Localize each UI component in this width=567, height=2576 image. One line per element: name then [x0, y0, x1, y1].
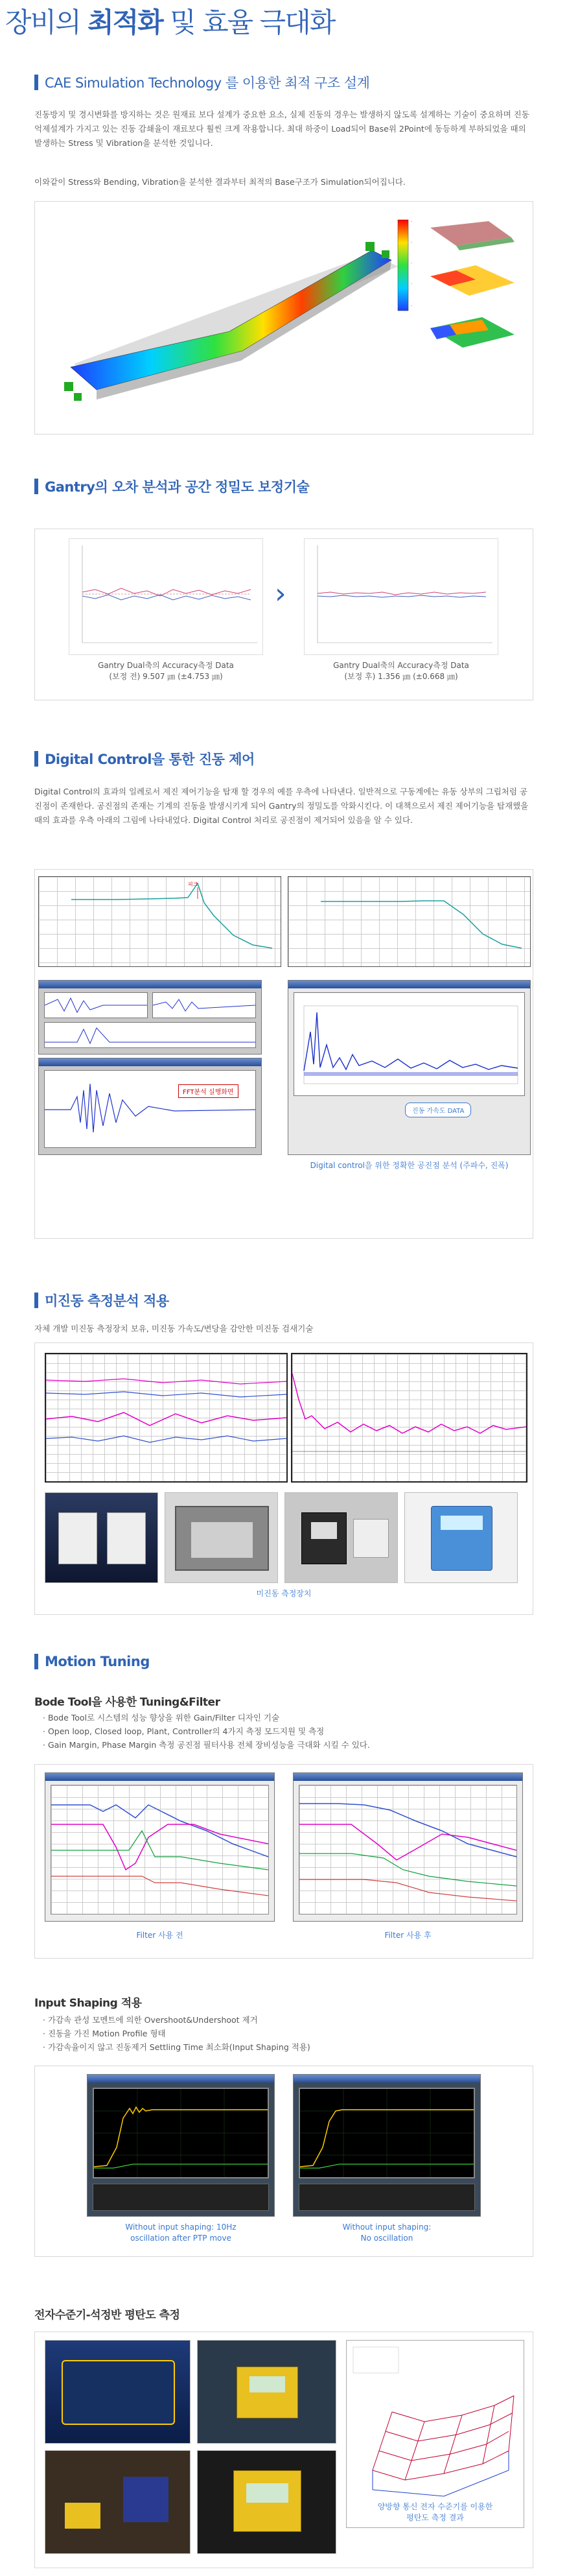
fft-window-2 — [38, 1058, 262, 1155]
accuracy-plot-before — [69, 538, 263, 655]
fea-beam-image — [35, 202, 533, 434]
flatness-result-plot — [346, 2340, 524, 2528]
device-photo-case — [165, 1492, 278, 1583]
device-photo-level-case — [45, 2340, 191, 2444]
heading-bar — [34, 1293, 38, 1308]
fft-label: FFT분석 실행화면 — [178, 1084, 238, 1098]
accuracy-plot-after — [304, 538, 498, 655]
oscillation-trace-before — [94, 2089, 268, 2177]
scope-after — [299, 2088, 475, 2178]
cae-paragraph-2: 이와같이 Stress와 Bending, Vibration을 분석한 결과부터 최적의 Base구조가 Simulation되어집니다. — [34, 177, 406, 187]
list-item: · Gain Margin, Phase Margin 측정 공진점 필터사용 전체 장비성능을 극대화 시킬 수 있다. — [43, 1738, 370, 1752]
bode-curves-after — [299, 1785, 516, 1914]
cae-paragraph-1: 진동방지 및 경시변화를 방지하는 것은 원재료 보다 설계가 중요한 요소, 실제 진동의 경우는 발생하지 않도록 설계하는 기술이 중요하며 진동억제설계가 가지고 있는 진동 감쇄율이 재료보다 훨씬 크게 작용합니다. 최대 하중이 Load되어 Base위 2Point에 동등하게 부하되었을 때의 발생하는 Stress 및 Vibration을 분석한 것입니다. — [34, 110, 529, 148]
resonance-curve-before — [39, 877, 281, 966]
micro-vibration-curves-2 — [292, 1354, 526, 1481]
section-heading-digital-control: Digital Control을 통한 진동 제어 — [34, 749, 255, 769]
resonance-curve-after — [288, 877, 530, 966]
scope-before — [93, 2088, 269, 2178]
bode-window-before — [45, 1772, 275, 1922]
acceleration-spectrum — [294, 993, 524, 1095]
bode-tool-list — [43, 1711, 370, 1752]
micro-vibration-figure — [34, 1342, 533, 1615]
scope-window-after — [293, 2074, 481, 2217]
peak-label: 피크 — [188, 881, 198, 887]
arrow-icon: › — [275, 577, 286, 610]
heading-bar — [34, 479, 38, 494]
fft-window-1 — [38, 980, 262, 1055]
heading-bar — [34, 1654, 38, 1669]
input-shaping-figure — [34, 2066, 533, 2257]
flatness-figure — [34, 2332, 533, 2568]
svg-text:-: - — [411, 304, 412, 308]
svg-text:-: - — [411, 282, 412, 286]
frequency-response-before — [38, 876, 281, 967]
oscillation-trace-after — [300, 2089, 474, 2177]
digital-control-figure — [34, 869, 533, 1239]
bode-window-after — [293, 1772, 523, 1922]
input-shaping-list — [43, 2013, 310, 2054]
svg-text:-: - — [411, 241, 412, 244]
section-heading-cae: CAE Simulation Technology 를 이용한 최적 구조 설계 — [34, 73, 369, 92]
micro-vibration-chart-1 — [45, 1353, 288, 1483]
flatness-surface-map — [347, 2341, 524, 2527]
svg-text:-: - — [411, 261, 412, 265]
page-title: 장비의 최적화 및 효율 극대화 — [5, 6, 335, 38]
heading-bar — [34, 75, 38, 90]
svg-text:-: - — [411, 220, 412, 224]
frequency-response-after — [288, 876, 531, 967]
bode-figure — [34, 1764, 533, 1959]
shaping-caption-before: Without input shaping: 10Hz oscillation after PTP move — [125, 2223, 237, 2243]
caption-after: Gantry Dual축의 Accuracy측정 Data (보정 후) 1.356 ㎛ (±0.668 ㎛) — [333, 661, 469, 681]
micro-vibration-curves-1 — [46, 1354, 286, 1481]
input-shaping-title: Input Shaping 적용 — [34, 1997, 142, 2010]
device-photo-level-device — [197, 2340, 336, 2444]
list-item: · 가감속 관성 모멘트에 의한 Overshoot&Undershoot 제거 — [43, 2013, 310, 2027]
accuracy-chart-before — [69, 539, 262, 654]
micro-vibration-caption: 미진동 측정장치 — [256, 1589, 312, 1598]
heading-bar — [34, 751, 38, 767]
flatness-title: 전자수준기-석정반 평탄도 측정 — [34, 2309, 180, 2322]
fft-waveform — [45, 1071, 255, 1147]
acceleration-data-window — [288, 980, 531, 1155]
micro-vibration-paragraph: 자체 개발 미진동 측정장치 보유, 미진동 가속도/변당을 감안한 미진동 검새기술 — [34, 1324, 314, 1333]
section-heading-micro-vibration: 미진동 측정분석 적용 — [34, 1291, 169, 1310]
gantry-accuracy-figure — [34, 529, 533, 700]
digital-control-paragraph: Digital Control의 효과의 일례로서 제진 제어기능을 탑재 할 경우의 예를 우측에 나타낸다. 일반적으로 구동계에는 유동 상부의 그립처럼 공진점이 존재한다. 공진점의 존재는 기계의 진동을 발생시키게 되어 Gantry의 정밀도를 악화시킨다. 이 대책으로서 제진 제어기능을 탑재했을 때의 효과를 우측 아래의 그림에 나타내었다. Digital Control 처리로 공진점이 제거되어 있음을 알 수 있다. — [34, 787, 529, 825]
section-heading-gantry: Gantry의 오차 분석과 공간 정밀도 보정기술 — [34, 477, 309, 496]
shaping-caption-after: Without input shaping: No oscillation — [342, 2223, 432, 2243]
device-photo-meter — [284, 1492, 398, 1583]
micro-vibration-chart-2 — [291, 1353, 527, 1483]
device-photo-sensors — [45, 1492, 158, 1583]
bode-curves-before — [51, 1785, 268, 1914]
device-photo-measurement-2 — [197, 2450, 336, 2554]
section-heading-motion-tuning: Motion Tuning — [34, 1654, 150, 1669]
device-photo-measurement-1 — [45, 2450, 191, 2554]
digital-control-caption: Digital control을 위한 정확한 공진점 분석 (주파수, 진폭) — [310, 1161, 509, 1170]
acceleration-label: 진동 가속도 DATA — [405, 1103, 471, 1117]
list-item: · Bode Tool로 시스템의 성능 향상을 위한 Gain/Filter 디자인 기술 — [43, 1711, 370, 1724]
device-photo-analyzer — [404, 1492, 518, 1583]
scope-window-before — [87, 2074, 275, 2217]
list-item: · 가감속율이지 않고 진동제거 Settling Time 최소화(Input Shaping 적용) — [43, 2040, 310, 2054]
list-item: · Open loop, Closed loop, Plant, Controller의 4가지 측정 모드지원 및 측정 — [43, 1724, 370, 1738]
flatness-caption: 양방향 통신 전자 수준기를 이용한 평탄도 측정 결과 — [377, 2502, 493, 2522]
bode-caption-before: Filter 사용 전 — [136, 1931, 183, 1940]
caption-before: Gantry Dual축의 Accuracy측정 Data (보정 전) 9.507 ㎛ (±4.753 ㎛) — [98, 661, 234, 681]
accuracy-chart-after — [305, 539, 498, 654]
bode-caption-after: Filter 사용 후 — [384, 1931, 432, 1940]
bode-tool-title: Bode Tool을 사용한 Tuning&Filter — [34, 1696, 220, 1709]
cae-simulation-figure — [34, 201, 533, 435]
list-item: · 진동을 가진 Motion Profile 형태 — [43, 2027, 310, 2040]
